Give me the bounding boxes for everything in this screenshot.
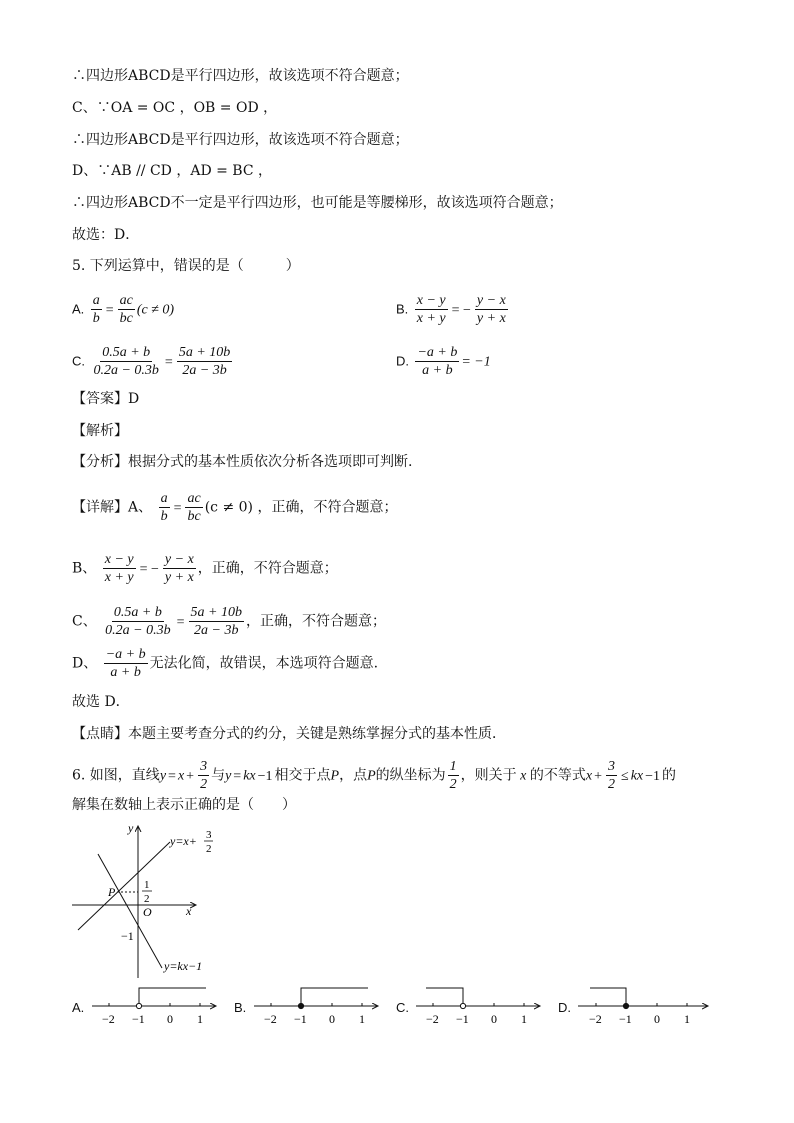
tick-label: 0 — [329, 1012, 335, 1026]
numberline-svg — [558, 984, 718, 1028]
fraction: $\frac{-a + b}{a + b}$ — [105, 647, 146, 680]
tick-label: −2 — [102, 1012, 115, 1026]
stem-part: ，则关于 — [460, 767, 517, 784]
tick-label: −1 — [619, 1012, 632, 1026]
q5-option-c: C. $\frac{0.5a + b}{0.2a - 0.3b}$ = $\frac{5a + 10b}{2a - 3b}$ — [72, 345, 231, 378]
line1-label: y=x+ — [170, 834, 197, 848]
frac-half-num: 1 — [144, 879, 150, 891]
closed-point — [623, 1003, 628, 1008]
answer: 【答案】D — [72, 391, 140, 407]
detail-c-tail: ，正确，不符合题意； — [245, 613, 386, 630]
fraction: $\frac{1}{2}$ — [449, 759, 457, 792]
detail-d-tail: 无法化简，故错误，本选项符合题意. — [149, 655, 379, 672]
tick-label: −2 — [589, 1012, 602, 1026]
numberline-d — [558, 984, 718, 1028]
text-line-5: ∴四边形ABCD不一定是平行四边形，也可能是等腰梯形，故该选项符合题意； — [72, 195, 563, 211]
tick-label: −2 — [264, 1012, 277, 1026]
stem-part: 的纵坐标为 — [375, 767, 446, 784]
detail-prefix: C、 — [72, 613, 97, 630]
solution-ray — [426, 988, 463, 1006]
option-label: C. — [72, 353, 85, 369]
dianjing: 【点睛】本题主要考查分式的约分，关键是熟练掌握分式的基本性质． — [72, 726, 506, 742]
q5-option-d — [396, 344, 491, 379]
detail-c: C、 $\frac{0.5a + b}{0.2a - 0.3b}$ = $\frac{5a + 10b}{2a - 3b}$ ，正确，不符合题意； — [72, 605, 386, 638]
detail-prefix: B、 — [72, 560, 97, 577]
fraction: $\frac{a}{b}$ — [160, 491, 168, 524]
option-label: A. — [72, 301, 85, 317]
option-label: B. — [396, 301, 409, 317]
stem-part: 的不等式 — [529, 767, 586, 784]
tick-label: 1 — [684, 1012, 690, 1026]
closed-point — [298, 1003, 303, 1008]
fraction: $\frac{x - y}{x + y}$ — [416, 293, 446, 326]
text-line-3: ∴四边形ABCD是平行四边形，故该选项不符合题意； — [72, 132, 409, 148]
fraction: $\frac{a}{b}$ — [92, 293, 100, 326]
fraction: $\frac{y - x}{y + x}$ — [476, 293, 506, 326]
point-p-label: P — [108, 885, 116, 899]
stem-part: 相交于点 — [274, 767, 331, 784]
stem-part: 的 — [662, 767, 677, 784]
stem-part: ，点 — [339, 767, 368, 784]
fraction: $\frac{3}{2}$ — [608, 759, 615, 792]
option-label: C. — [396, 1000, 409, 1015]
text-line-4: D、∵AB // CD ，AD = BC ， — [72, 163, 273, 179]
line-y-kx-minus-1 — [98, 854, 162, 968]
solution-ray — [139, 988, 206, 1006]
stem-part: 与 — [211, 767, 226, 784]
tick-label: 0 — [654, 1012, 660, 1026]
tick-label: 1 — [359, 1012, 365, 1026]
fraction: $\frac{ac}{bc}$ — [119, 293, 133, 326]
tick-label: 1 — [521, 1012, 527, 1026]
text-line-6: 故选：D． — [72, 227, 140, 243]
q6-stem: 6. 如图，直线y = x + $\frac{3}{2}$ 与y = kx −1 相交于点P，点P的纵坐标为 $\frac{1}{2}$ ，则关于 x 的不等式x + $\frac{3}{2}$ ≤ kx −1 的 — [72, 759, 677, 792]
q5-option-b: B. $\frac{x - y}{x + y}$ = − $\frac{y - x}{y + x}$ — [396, 293, 506, 326]
q5-option-a: A. $\frac{a}{b}$ = $\frac{ac}{bc}$ (c ≠ 0) — [72, 293, 175, 326]
text-line-1: ∴四边形ABCD是平行四边形，故该选项不符合题意； — [72, 68, 409, 84]
fraction: $\frac{y - x}{y + x}$ — [164, 552, 194, 585]
option-label: B. — [234, 1000, 247, 1015]
option-label: D. — [558, 1000, 571, 1015]
solution-ray — [301, 988, 368, 1006]
fraction: $\frac{5a + 10b}{2a - 3b}$ — [190, 605, 242, 638]
line1-frac-num: 3 — [206, 829, 212, 841]
analysis-tag: 【解析】 — [72, 423, 128, 439]
option-label: A. — [72, 1000, 85, 1015]
detail-b-tail: ，正确，不符合题意； — [197, 560, 338, 577]
q6-stem-2: 解集在数轴上表示正确的是（ ） — [72, 797, 296, 813]
tick-label: −1 — [294, 1012, 307, 1026]
fraction: $\frac{3}{2}$ — [200, 759, 208, 792]
axis-label-y: y — [128, 821, 134, 835]
tick-label: 0 — [491, 1012, 497, 1026]
stem-part: 6. 如图，直线 — [72, 767, 160, 784]
fraction: $\frac{0.5a + b}{0.2a - 0.3b}$ — [93, 345, 159, 378]
fraction: $\frac{0.5a + b}{0.2a - 0.3b}$ — [105, 605, 171, 638]
numberline-svg — [234, 984, 384, 1028]
detail-b: B、 $\frac{x - y}{x + y}$ = − $\frac{y - x}{y + x}$ ，正确，不符合题意； — [72, 552, 338, 585]
tick-label: 1 — [197, 1012, 203, 1026]
fraction: $\frac{x - y}{x + y}$ — [104, 552, 134, 585]
axis-label-x: x — [186, 904, 192, 918]
numberline-c — [396, 984, 546, 1028]
text-line-2: C、∵OA = OC ，OB = OD ， — [72, 100, 278, 116]
fraction: $\frac{-a + b}{a + b}$ — [417, 345, 458, 378]
option-label: D. — [396, 353, 409, 369]
detail-d — [72, 646, 378, 681]
frac-half-den: 2 — [144, 893, 150, 905]
rhs: = −1 — [461, 354, 491, 370]
open-point — [136, 1003, 141, 1008]
condition: (c ≠ 0) — [136, 302, 175, 318]
origin-label: O — [143, 905, 152, 919]
analysis-fenxi: 【分析】根据分式的基本性质依次分析各选项即可判断. — [72, 454, 413, 470]
coordinate-graph — [66, 818, 226, 980]
detail-prefix: 【详解】A、 — [72, 499, 153, 516]
choose-line: 故选 D． — [72, 694, 130, 710]
numberline-svg — [396, 984, 546, 1028]
minus-one-label: −1 — [121, 929, 134, 943]
detail-a: 【详解】A、 $\frac{a}{b}$ = $\frac{ac}{bc}$ (c ≠ 0) ，正确，不符合题意； — [72, 491, 398, 524]
line1-frac-den: 2 — [206, 843, 212, 855]
tick-label: −2 — [426, 1012, 439, 1026]
detail-prefix: D、 — [72, 655, 98, 672]
detail-a-tail: (c ≠ 0) ，正确，不符合题意； — [204, 499, 398, 516]
line2-label: y=kx−1 — [164, 959, 203, 973]
tick-label: 0 — [167, 1012, 173, 1026]
fraction: $\frac{ac}{bc}$ — [187, 491, 201, 524]
tick-label: −1 — [132, 1012, 145, 1026]
solution-ray — [590, 988, 626, 1006]
fraction: $\frac{5a + 10b}{2a - 3b}$ — [178, 345, 231, 378]
open-point — [460, 1003, 465, 1008]
tick-label: −1 — [456, 1012, 469, 1026]
q5-stem: 5. 下列运算中，错误的是（ ） — [72, 258, 300, 274]
numberline-svg — [72, 984, 222, 1028]
line-y-x-plus-3-2 — [78, 842, 170, 930]
numberline-b — [234, 984, 384, 1028]
numberline-a — [72, 984, 222, 1028]
